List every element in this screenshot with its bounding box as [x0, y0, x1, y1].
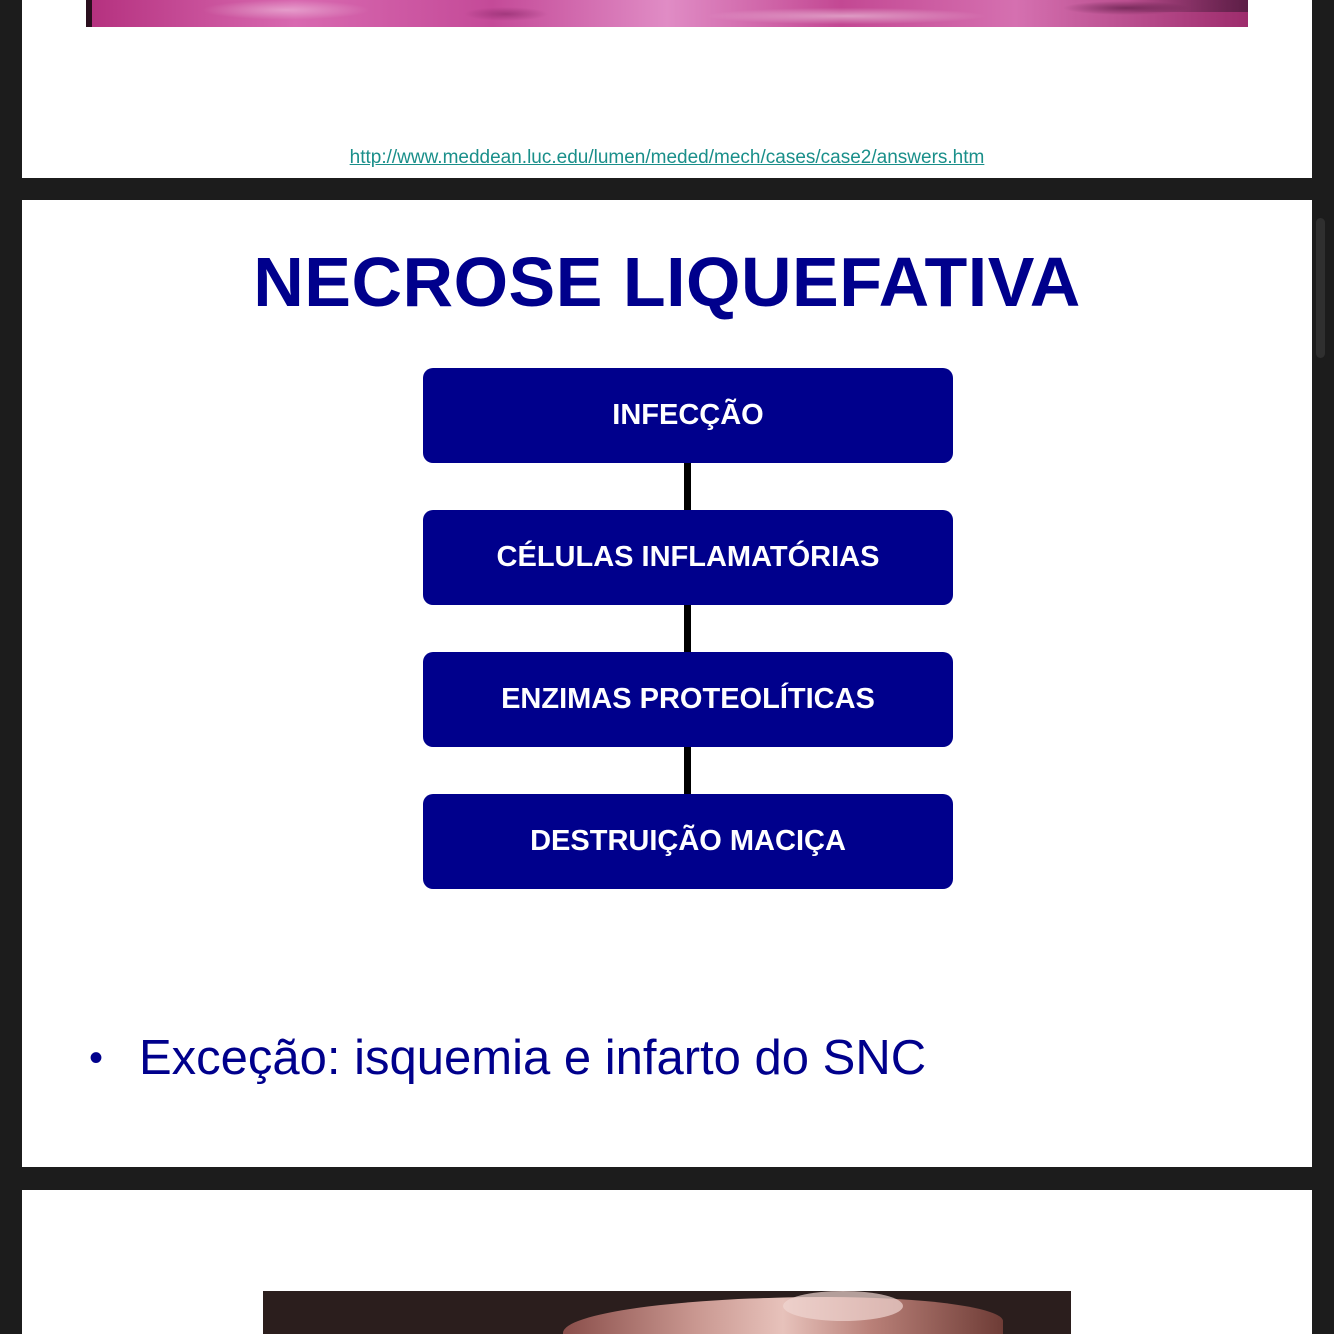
slide-page-next — [22, 1190, 1312, 1334]
histology-image — [86, 0, 1248, 27]
specimen-photo — [263, 1291, 1071, 1334]
flow-connector — [684, 463, 691, 511]
slide-page-previous — [22, 0, 1312, 178]
bullet-icon: • — [89, 1035, 104, 1080]
bullet-text: Exceção: isquemia e infarto do SNC — [139, 1031, 927, 1085]
flow-connector — [684, 605, 691, 653]
flow-connector — [684, 747, 691, 795]
slide-page-current — [22, 200, 1312, 1167]
flow-step-enzimas-proteoliticas: ENZIMAS PROTEOLÍTICAS — [423, 652, 953, 747]
bullet-item — [89, 1030, 926, 1086]
source-link[interactable]: http://www.meddean.luc.edu/lumen/meded/mech/cases/case2/answers.htm — [349, 147, 985, 168]
scrollbar-thumb[interactable] — [1316, 218, 1325, 358]
slide-title: NECROSE LIQUEFATIVA — [253, 243, 1081, 321]
flow-step-destruicao-macica: DESTRUIÇÃO MACIÇA — [423, 794, 953, 889]
flow-step-celulas-inflamatorias: CÉLULAS INFLAMATÓRIAS — [423, 510, 953, 605]
flow-step-infeccao: INFECÇÃO — [423, 368, 953, 463]
